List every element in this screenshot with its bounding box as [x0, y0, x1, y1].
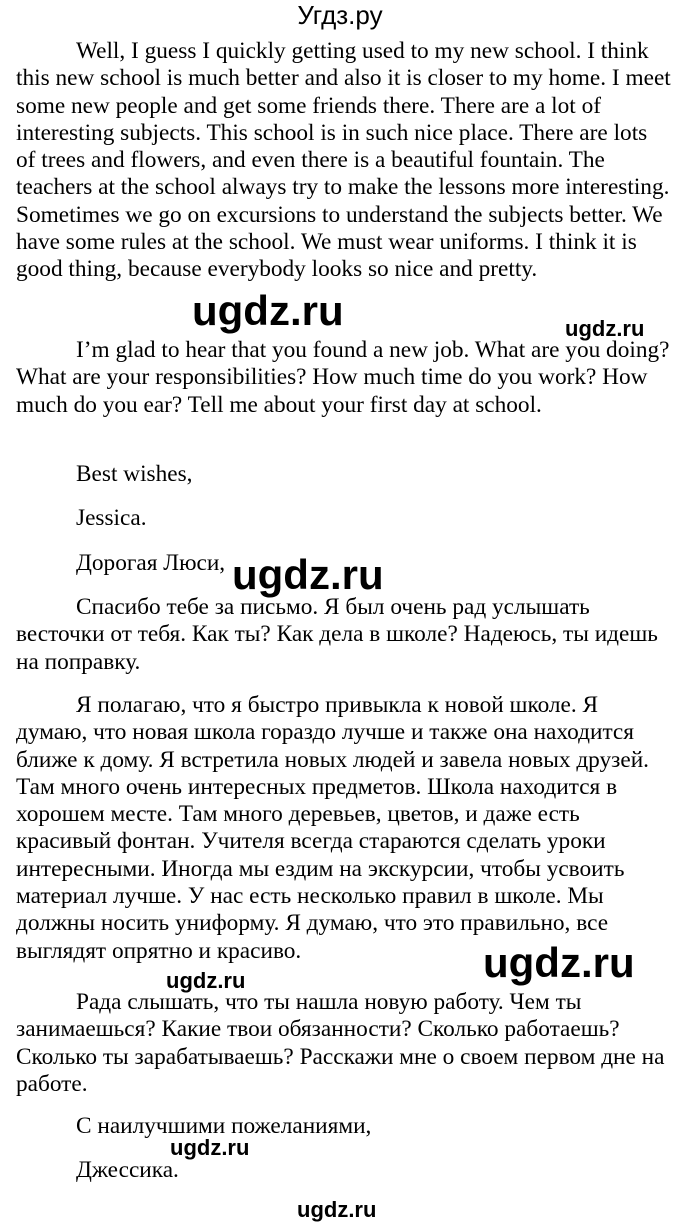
watermark: ugdz.ru: [170, 1135, 250, 1160]
watermark: ugdz.ru: [297, 1197, 377, 1222]
russian-paragraph-1: Спасибо тебе за письмо. Я был очень рад услышать весточки от тебя. Как ты? Как дела в школе? Надеюсь, ты идешь на поправку.: [16, 594, 658, 675]
russian-paragraph-2: Я полагаю, что я быстро привыкла к новой школе. Я думаю, что новая школа гораздо лучше и также она находится ближе к дому. Я встретила новых людей и завела новых друзей. Там много очень интересных предметов. Школа находится в хорошем месте. Там много деревьев, цветов, и даже есть красивый фонтан. Учителя всегда стараются сделать уроки интересными. Иногда мы ездим на экскурсии, чтобы усвоить материал лучше. У нас есть несколько правил в школе. Мы должны носить униформу. Я думаю, что это правильно, все выглядят опрятно и красиво.: [16, 692, 650, 964]
watermark: ugdz.ru: [192, 287, 344, 334]
english-closing: Best wishes,: [76, 461, 193, 487]
russian-closing: С наилучшими пожеланиями,: [76, 1113, 372, 1139]
english-paragraph-1: Well, I guess I quickly getting used to my new school. I think this new school is much better and also it is closer to my home. I meet some new people and get some friends there. There are a lot of interesting subjects. This school is in such nice place. There are lots of trees and flowers, and even there is a beautiful fountain. The teachers at the school always try to make the lessons more interesting. Sometimes we go on excursions to understand the subjects better. We have some rules at the school. We must wear uniforms. I think it is good thing, because everybody looks so nice and pretty.: [16, 38, 671, 283]
english-signature: Jessica.: [76, 505, 147, 531]
russian-greeting: Дорогая Люси,: [76, 550, 226, 576]
watermark: ugdz.ru: [166, 968, 246, 993]
russian-paragraph-3: Рада слышать, что ты нашла новую работу. Чем ты занимаешься? Какие твои обязанности? Сколько работаешь? Сколько ты зарабатываешь? Расскажи мне о своем первом дне на работе.: [16, 989, 665, 1097]
watermark: ugdz.ru: [483, 939, 635, 986]
russian-signature: Джессика.: [76, 1157, 179, 1183]
page-header: Угдз.ру: [297, 0, 383, 30]
english-paragraph-2: I’m glad to hear that you found a new job. What are you doing? What are your responsibilities? How much time do you work? How much do you ear? Tell me about your first day at school.: [16, 337, 670, 418]
watermark: ugdz.ru: [232, 551, 384, 598]
watermark: ugdz.ru: [565, 316, 645, 341]
